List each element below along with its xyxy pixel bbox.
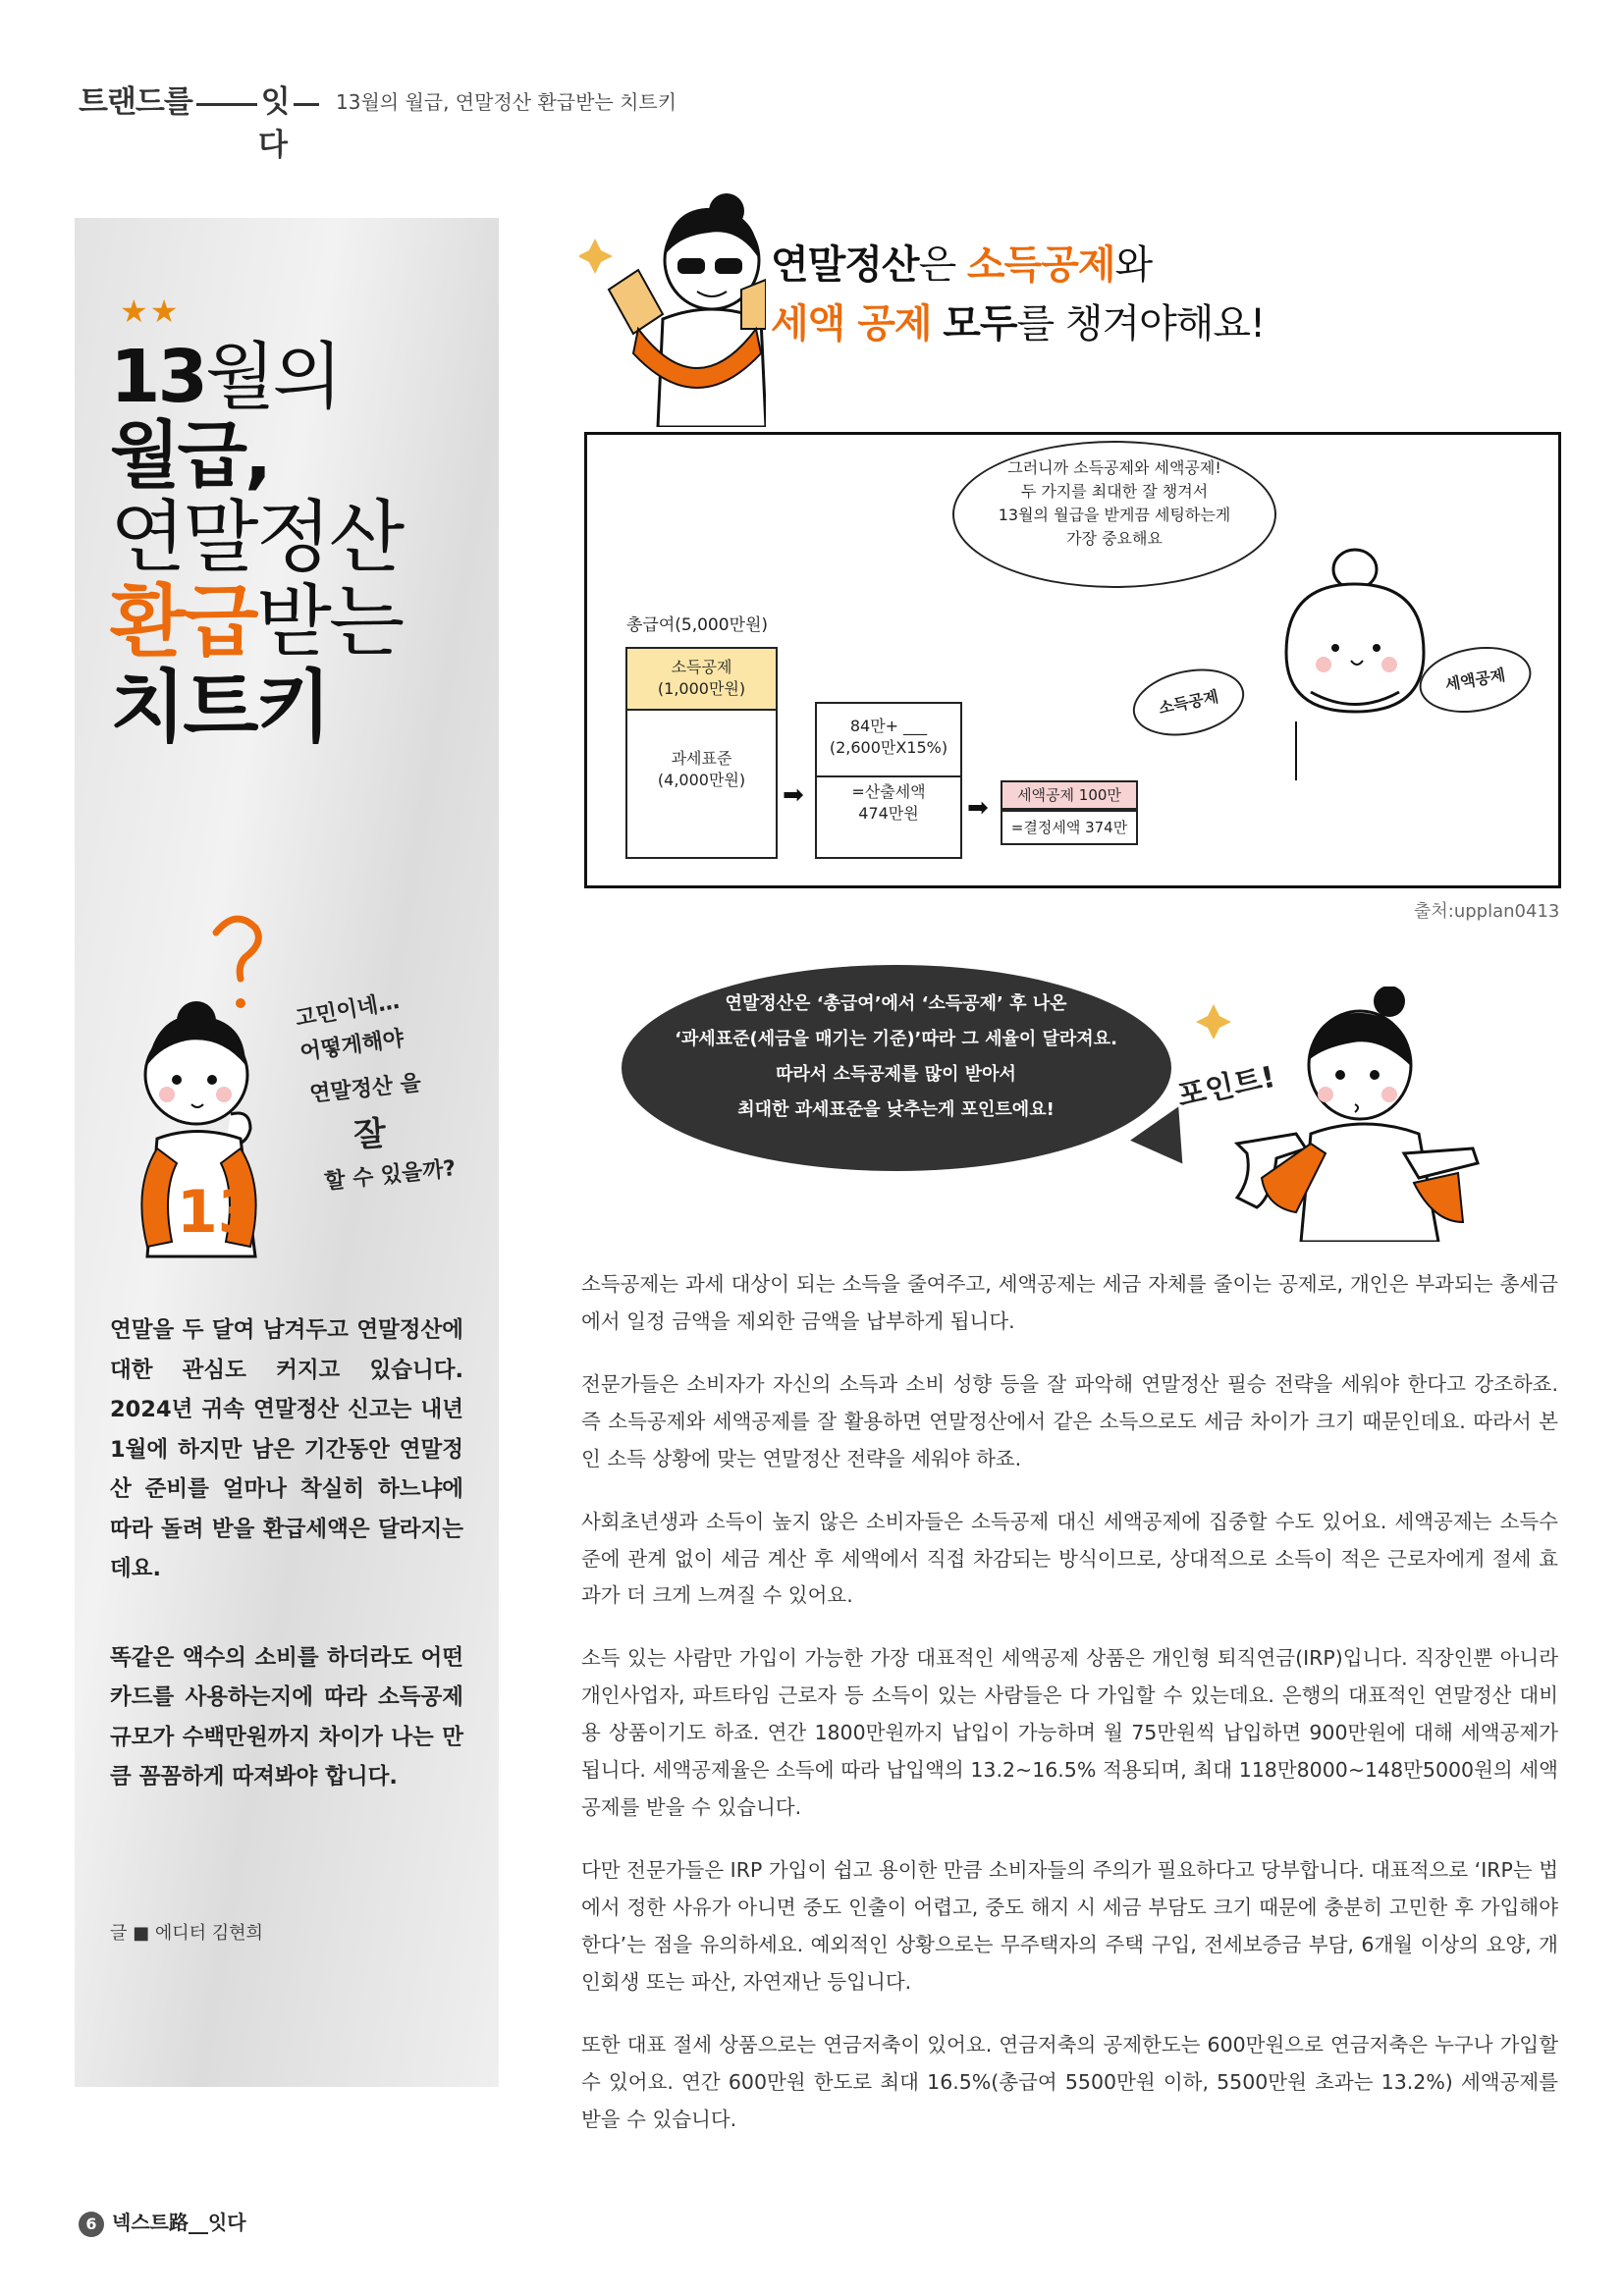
brand-word-c: 다 bbox=[258, 128, 288, 163]
brand-logo bbox=[79, 77, 323, 121]
point-label: 포인트! bbox=[1174, 1059, 1278, 1115]
body-paragraph: 또한 대표 절세 상품으로는 연금저축이 있어요. 연금저축의 공제한도는 600만원으로 연금저축은 누구나 가입할 수 있어요. 연간 600만원 한도로 최대 16.5%(총급여 5500만원 이하, 5500만원 초과는 13.2%) 세액공제를 받을 수 있습니다. bbox=[581, 2032, 1558, 2131]
page-number: 6 bbox=[79, 2212, 104, 2237]
calc-line: 84만+ ___ bbox=[849, 717, 928, 735]
header-title: 13월의 월급, 연말정산 환급받는 치트키 bbox=[336, 90, 677, 114]
smiling-woman-illustration bbox=[1257, 545, 1453, 780]
lead-paragraph: 똑같은 액수의 소비를 하더라도 어떤 카드를 사용하는지에 따라 소득공제 규모가 수백만원까지 차이가 나는 만큼 꼼꼼하게 따져봐야 합니다. bbox=[110, 1644, 463, 1789]
headline-word: 와 bbox=[1114, 242, 1153, 288]
headline-word: 은 bbox=[918, 242, 967, 288]
calc-line: =산출세액 bbox=[851, 781, 926, 801]
income-deduction-box bbox=[625, 647, 778, 711]
base-line: 과세표준 bbox=[671, 749, 732, 768]
ribbon-bottom-edge bbox=[75, 2079, 499, 2097]
brand-word-a: 트랜드를 bbox=[79, 84, 192, 120]
headline-word: 를 챙겨야해요! bbox=[1016, 301, 1266, 347]
point-line: ‘과세표준(세금을 매기는 기준)’따라 그 세율이 달라져요. bbox=[675, 1029, 1117, 1049]
headline-word: 소득공제 bbox=[966, 242, 1115, 288]
body-paragraph: 소득 있는 사람만 가입이 가능한 가장 대표적인 세액공제 상품은 개인형 퇴직연금(IRP)입니다. 직장인뿐 아니라 개인사업자, 파트타임 근로자 등 소득이 있는 사람들은 다 가입할 수 있는데요. 은행의 대표적인 연말정산 대비용 상품이기도 하죠. 연간 1800만원까지 납입이 가능하며 월 75만원씩 납입하면 900만원에 대해 세액공제가 됩니다. 세액공제율은 소득에 따라 납입액의 13.2~16.5% 적용되며, 최대 118만8000~148만5000원의 세액공제를 받을 수 있습니다. bbox=[581, 1646, 1558, 1820]
thought-line-4: 잘 bbox=[352, 1113, 388, 1156]
sidebar-title bbox=[110, 335, 403, 753]
thought-line-1: 고민이네… bbox=[293, 988, 402, 1033]
page-header bbox=[79, 77, 766, 165]
title-line1-rest: 월의 bbox=[204, 335, 340, 419]
brand-word-b: 잇 bbox=[260, 84, 290, 120]
speech-line: 그러니까 소득공제와 세액공제! bbox=[1007, 458, 1221, 477]
lead-text bbox=[110, 1310, 463, 1797]
headline-word: 연말정산 bbox=[771, 242, 919, 288]
arrow-right-icon: ➡ bbox=[783, 780, 804, 810]
point-line: 따라서 소득공제를 많이 받아서 bbox=[776, 1064, 1016, 1085]
point-line: 연말정산은 ‘총급여’에서 ‘소득공제’ 후 나온 bbox=[725, 993, 1067, 1014]
title-line3: 연말정산 bbox=[110, 491, 403, 583]
calculated-tax-box bbox=[815, 702, 962, 859]
lead-paragraph: 연말을 두 달여 남겨두고 연말정산에 대한 관심도 커지고 있습니다. 2024년 귀속 연말정산 신고는 내년 1월에 하지만 남은 기간동안 연말정산 준비를 얼마나 착실히 하느냐에 따라 돌려 받을 환급세액은 달라지는데요. bbox=[110, 1317, 463, 1581]
thinking-woman-illustration bbox=[137, 913, 471, 1286]
thought-line-2: 어떻게해야 bbox=[298, 1026, 406, 1066]
tax-credit-box: 세액공제 100만 bbox=[1001, 780, 1138, 810]
magazine-name: 넥스트路__잇다 bbox=[112, 2211, 246, 2234]
body-paragraph: 소득공제는 과세 대상이 되는 소득을 줄여주고, 세액공제는 세금 자체를 줄이는 공제로, 개인은 부과되는 총세금에서 일정 금액을 제외한 금액을 납부하게 됩니다. bbox=[581, 1272, 1558, 1333]
deduction-line: (1,000만원) bbox=[657, 679, 746, 699]
tax-base-box bbox=[625, 709, 778, 859]
speech-text bbox=[972, 456, 1257, 551]
point-bubble-text bbox=[638, 987, 1154, 1128]
title-highlight: 환급 bbox=[110, 576, 256, 668]
headline-word bbox=[932, 301, 944, 347]
page-footer bbox=[79, 2207, 246, 2237]
shirt-number: 13 bbox=[177, 1178, 259, 1247]
calc-line: 474만원 bbox=[858, 804, 919, 824]
tax-credit-cloud: 세액공제 bbox=[1414, 639, 1537, 721]
speech-line: 두 가지를 최대한 잘 챙겨서 bbox=[1020, 482, 1209, 501]
calc-line: (2,600만X15%) bbox=[829, 738, 948, 758]
star-icons: ★★ bbox=[120, 293, 181, 330]
income-deduction-cloud: 소득공제 bbox=[1126, 660, 1250, 745]
arrow-right-icon: ➡ bbox=[967, 793, 989, 823]
woman-with-money-illustration bbox=[579, 182, 766, 427]
thought-line-3: 연말정산 을 bbox=[308, 1071, 423, 1107]
article-body bbox=[581, 1266, 1558, 2138]
title-line2: 월급, bbox=[110, 412, 270, 498]
title-number: 13 bbox=[110, 335, 205, 419]
section-headline bbox=[771, 236, 1265, 353]
headline-word: 모두 bbox=[943, 301, 1017, 347]
body-paragraph: 다만 전문가들은 IRP 가입이 쉽고 용이한 만큼 소비자들의 주의가 필요하다고 당부합니다. 대표적으로 ‘IRP는 법에서 정한 사유가 아니면 중도 인출이 어렵고, 중도 해지 시 세금 부담도 크기 때문에 충분히 고민한 후 가입해야 한다’는 점을 유의하세요. 예외적인 상황으로는 무주택자의 주택 구입, 전세보증금 부담, 6개월 이상의 요양, 개인회생 또는 파산, 자연재난 등입니다. bbox=[581, 1857, 1558, 1994]
headline-word: 세액 공제 bbox=[771, 301, 932, 347]
final-tax-box: =결정세액 374만 bbox=[1001, 810, 1138, 845]
body-paragraph: 전문가들은 소비자가 자신의 소득과 소비 성향 등을 잘 파악해 연말정산 필승 전략을 세워야 한다고 강조하죠. 즉 소득공제와 세액공제를 잘 활용하면 연말정산에서 같은 소득으로도 세금 차이가 크기 때문인데요. 따라서 본인 소득 상황에 맞는 연말정산 전략을 세워야 하죠. bbox=[581, 1371, 1558, 1470]
ribbon-top-edge bbox=[75, 206, 499, 224]
total-salary-label: 총급여(5,000만원) bbox=[626, 615, 769, 635]
speech-line: 13월의 월급을 받게끔 세팅하는게 bbox=[998, 506, 1231, 524]
speech-line: 가장 중요해요 bbox=[1066, 529, 1163, 548]
title-line5: 치트키 bbox=[110, 661, 329, 753]
byline: 글 ■ 에디터 김현희 bbox=[110, 1923, 263, 1944]
image-source: 출처:upplan0413 bbox=[1414, 901, 1560, 922]
base-line: (4,000만원) bbox=[657, 771, 746, 790]
point-line: 최대한 과세표준을 낮추는게 포인트에요! bbox=[737, 1099, 1055, 1120]
deduction-line: 소득공제 bbox=[671, 658, 732, 676]
title-line4-rest: 받는 bbox=[255, 576, 403, 668]
thought-line-5: 할 수 있을까? bbox=[323, 1156, 458, 1195]
body-paragraph: 사회초년생과 소득이 높지 않은 소비자들은 소득공제 대신 세액공제에 집중할 수도 있어요. 세액공제는 소득수준에 관계 없이 세금 계산 후 세액에서 직접 차감되는 방식이므로, 상대적으로 소득이 적은 근로자에게 절세 효과가 더 크게 느껴질 수 있어요. bbox=[581, 1509, 1558, 1608]
pointing-woman-illustration bbox=[1178, 987, 1591, 1242]
